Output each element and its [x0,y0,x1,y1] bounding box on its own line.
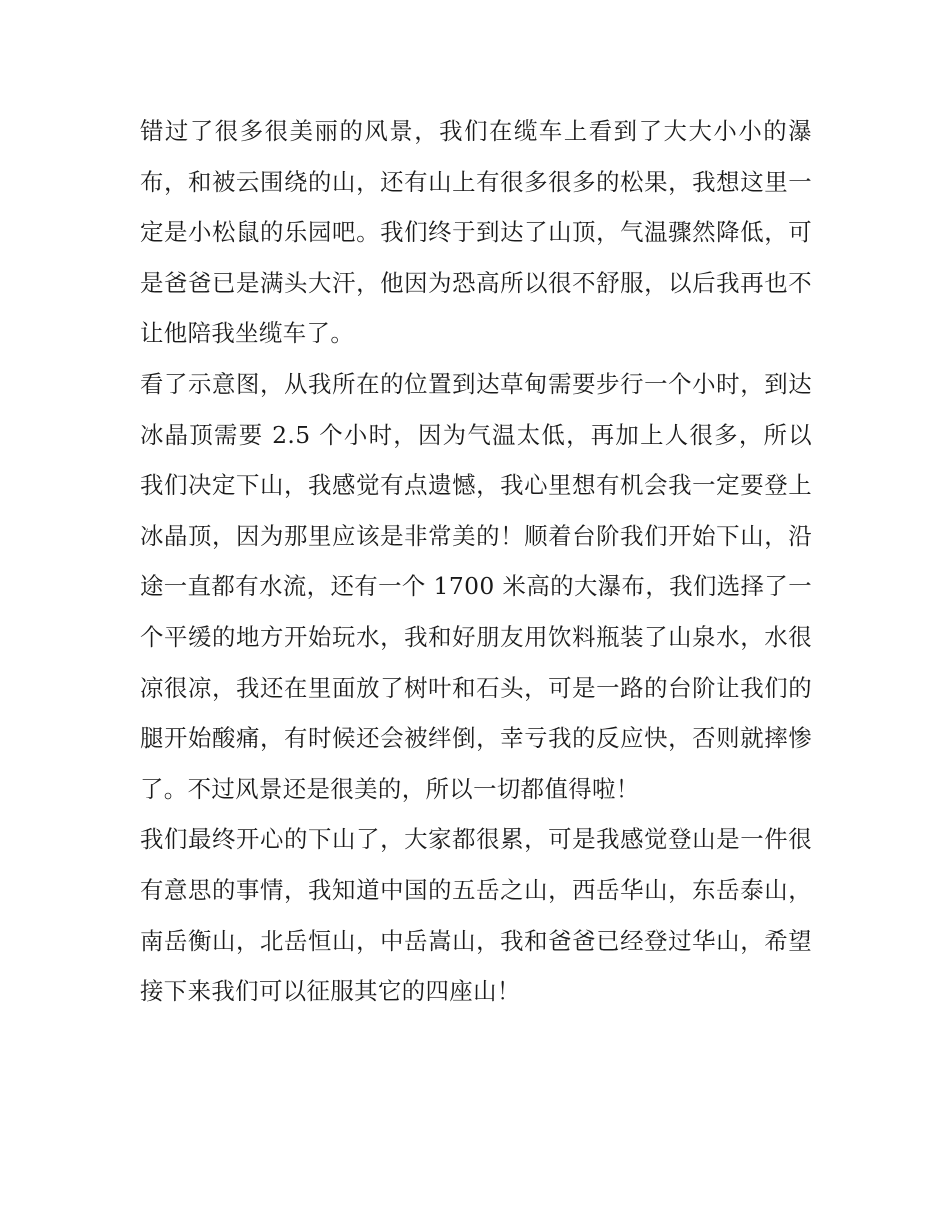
paragraph-descending-mountain: 看了示意图，从我所在的位置到达草甸需要步行一个小时，到达冰晶顶需要 2.5 个小时，因为气温太低，再加上人很多，所以我们决定下山，我感觉有点遗憾，我心里想有机会我一定要登上冰晶顶，因为那里应该是非常美的！顺着台阶我们开始下山，沿途一直都有水流，还有一个 1700 米高的大瀑布，我们选择了一个平缓的地方开始玩水，我和好朋友用饮料瓶装了山泉水，水很凉很凉，我还在里面放了树叶和石头，可是一路的台阶让我们的腿开始酸痛，有时候还会被绊倒，幸亏我的反应快，否则就摔惨了。不过风景还是很美的，所以一切都值得啦！ [140,369,812,803]
document-body [140,106,812,1017]
paragraph-five-great-mountains: 我们最终开心的下山了，大家都很累，可是我感觉登山是一件很有意思的事情，我知道中国的五岳之山，西岳华山，东岳泰山，南岳衡山，北岳恒山，中岳嵩山，我和爸爸已经登过华山，希望接下来我们可以征服其它的四座山！ [140,825,812,1006]
paragraph-cable-car: 错过了很多很美丽的风景，我们在缆车上看到了大大小小的瀑布，和被云围绕的山，还有山上有很多很多的松果，我想这里一定是小松鼠的乐园吧。我们终于到达了山顶，气温骤然降低，可是爸爸已是满头大汗，他因为恐高所以很不舒服，以后我再也不让他陪我坐缆车了。 [140,117,812,348]
